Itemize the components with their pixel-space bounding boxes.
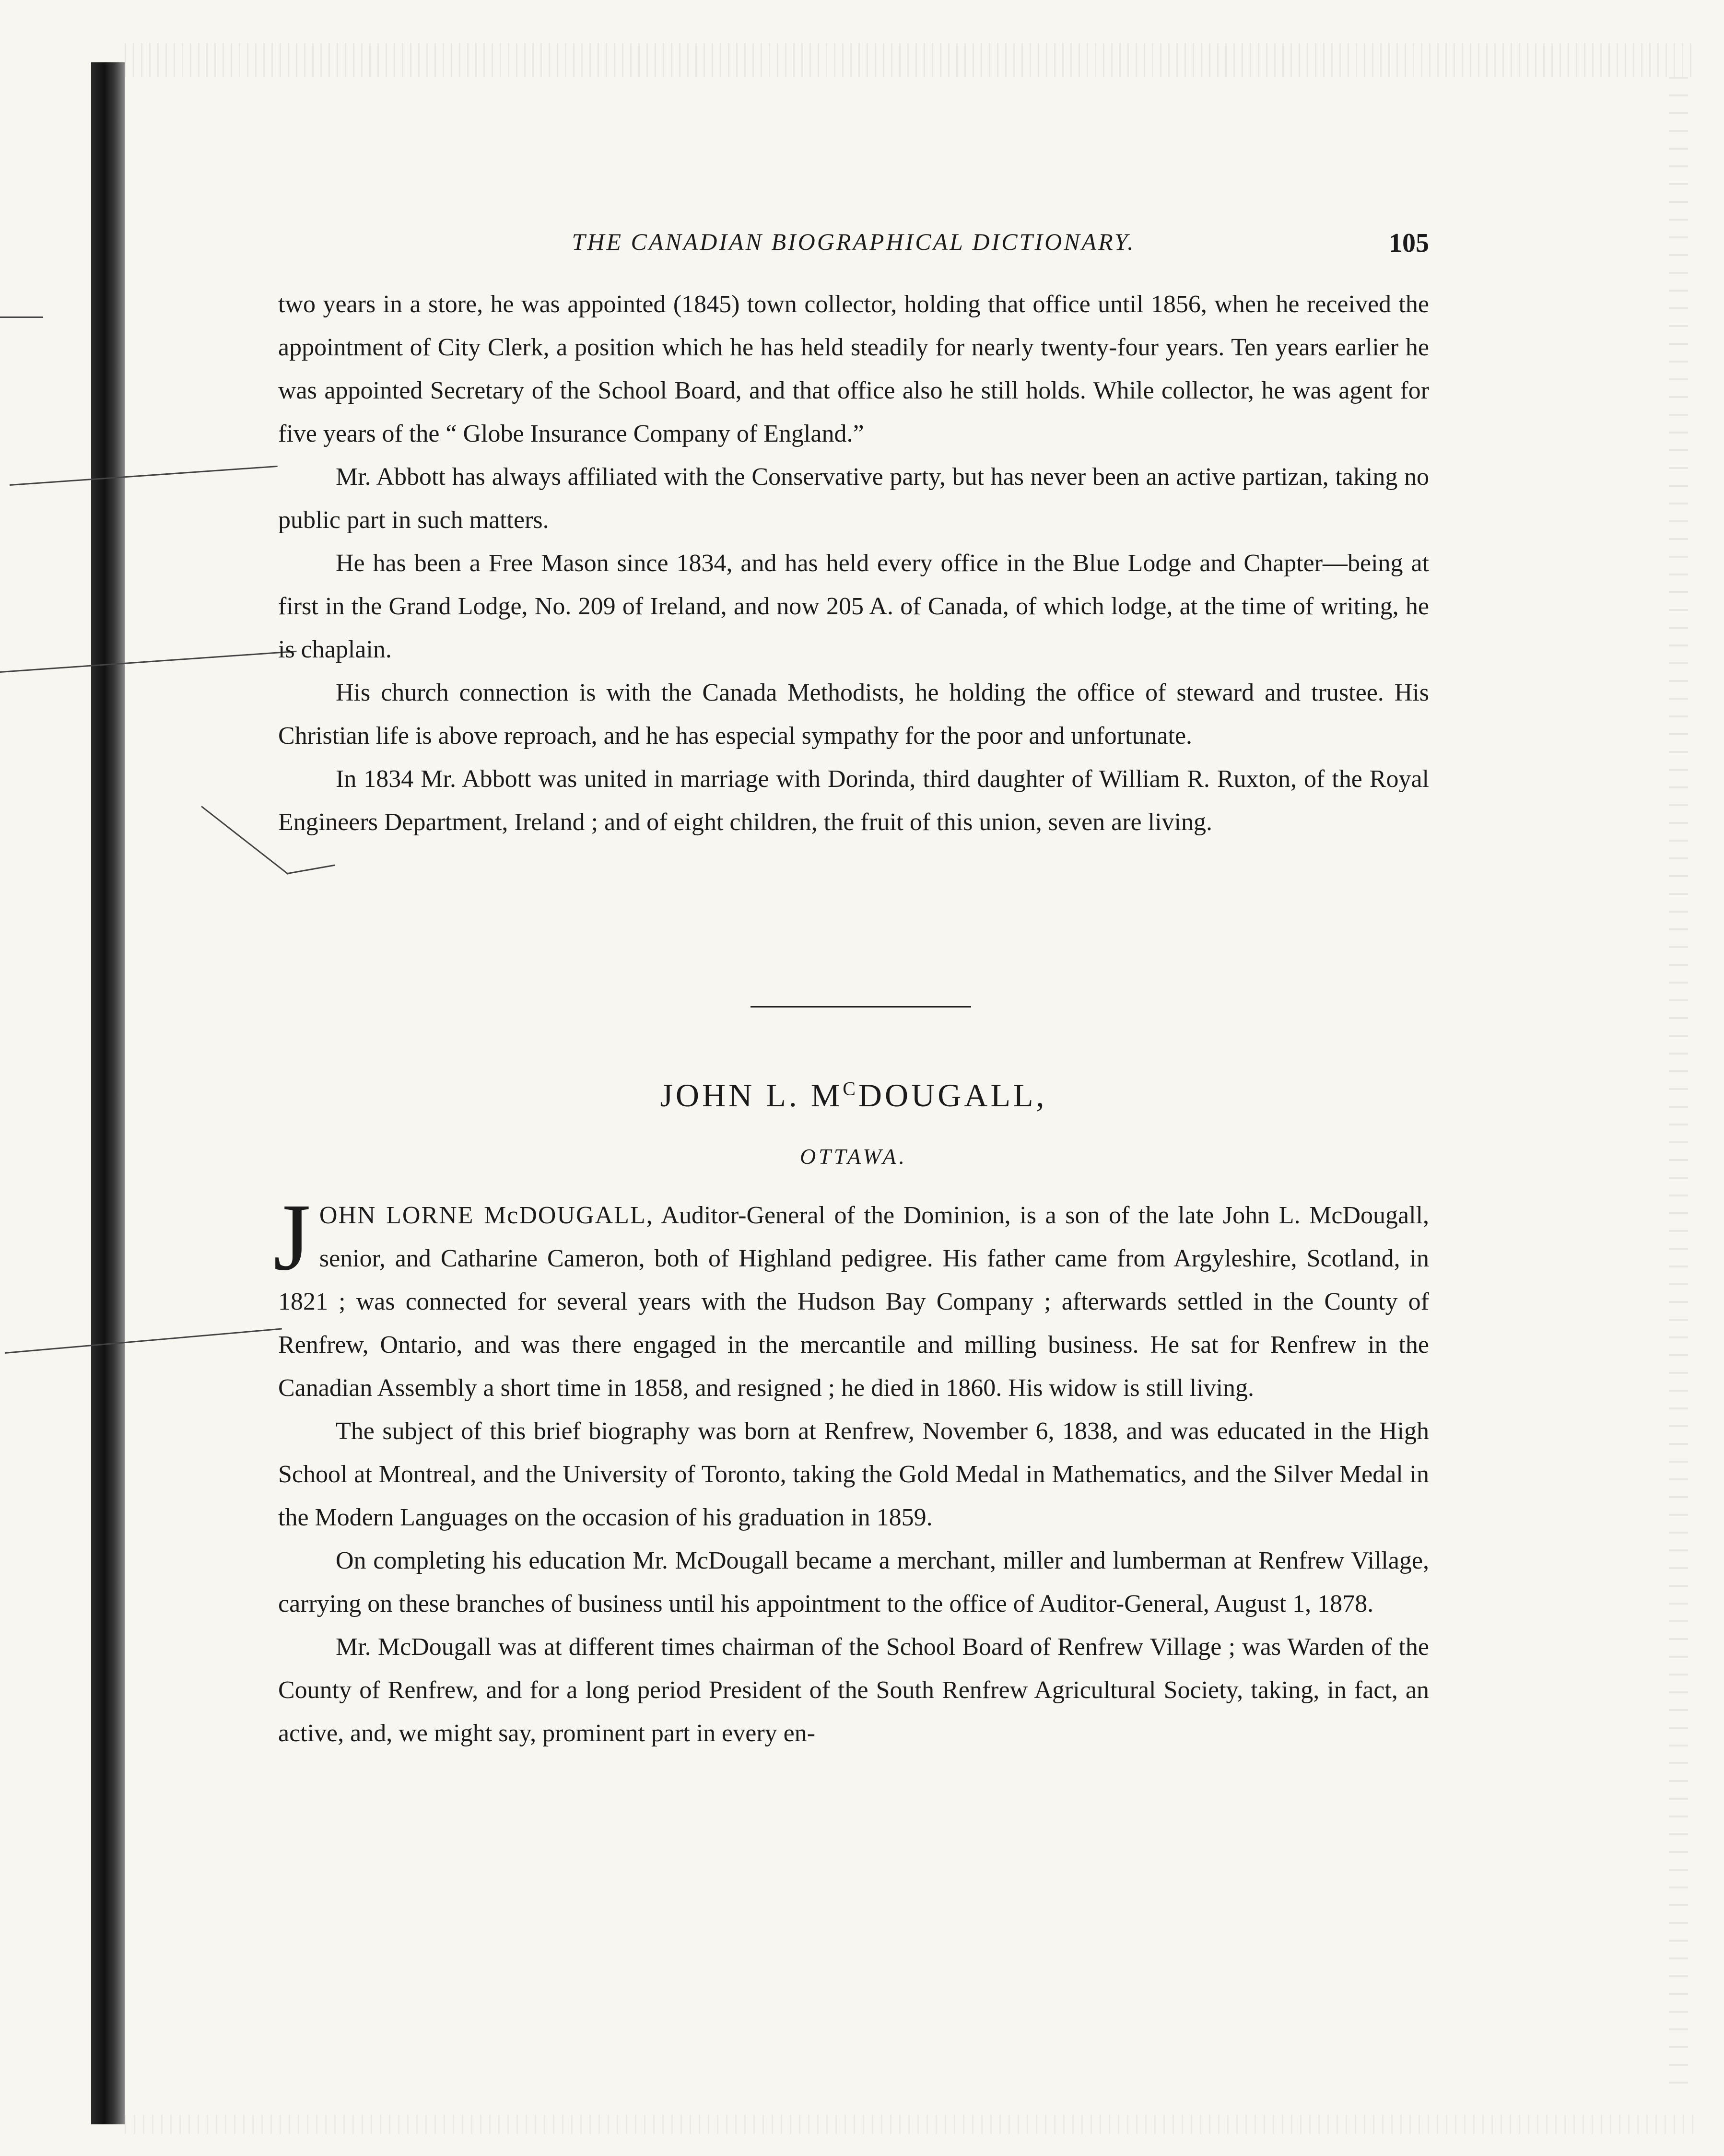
biography-place: OTTAWA. — [799, 1144, 908, 1169]
lead-paragraph — [273, 1184, 1429, 1410]
heading-superscript: C — [843, 1078, 858, 1100]
scan-noise-right — [1669, 77, 1688, 2091]
paragraph: On completing his education Mr. McDougall became a merchant, miller and lumberman at Renfrew Village, carrying on these branches of business until his appointment to the office of Auditor-General, August 1, 1878. — [278, 1547, 1429, 1617]
biography-heading — [278, 1077, 1429, 1114]
paragraph: Mr. McDougall was at different times chairman of the School Board of Renfrew Village ; was Warden of the County of Renfrew, and for a long period President of the South Renfrew Agricultural Society, taking, in fact, an active, and, we might say, prominent part in every en- — [278, 1633, 1429, 1747]
margin-pencil-mark — [10, 466, 278, 486]
scan-noise-bottom — [125, 2115, 1698, 2134]
lead-caps: OHN LORNE McDOUGALL, — [319, 1202, 654, 1229]
heading-name-rest: DOUGALL, — [858, 1077, 1047, 1113]
scan-noise-top — [125, 43, 1698, 77]
paragraph: The subject of this brief biography was born at Renfrew, November 6, 1838, and was educated in the High School at Montreal, and the University of Toronto, taking the Gold Medal in Mathematics, and the Silver Medal in the Modern Languages on the occasion of his graduation in 1859. — [278, 1418, 1429, 1531]
paragraph: two years in a store, he was appointed (1845) town collector, holding that office until 1856, when he received the appointment of City Clerk, a position which he has held steadily for nearly twenty-four years. Ten years earlier he was appointed Secretary of the School Board, and that office also he still holds. While collector, he was agent for five years of the “ Globe Insurance Company of England.” — [278, 291, 1429, 447]
margin-pencil-mark — [201, 806, 289, 875]
heading-name: JOHN L. M — [660, 1077, 843, 1113]
running-title: THE CANADIAN BIOGRAPHICAL DICTIONARY. — [572, 228, 1136, 255]
margin-pencil-mark — [0, 651, 297, 673]
paragraph: In 1834 Mr. Abbott was united in marriage with Dorinda, third daughter of William R. Ruxton, of the Royal Engineers Department, Ireland ; and of eight children, the fruit of this union, seven are living. — [278, 765, 1429, 836]
mcdougall-biography — [273, 1184, 1429, 1755]
abbott-biography-continued — [278, 283, 1429, 844]
paragraph: He has been a Free Mason since 1834, and has held every office in the Blue Lodge and Chapter—being at first in the Grand Lodge, No. 209 of Ireland, and now 205 A. of Canada, of which lodge, at the time of writing, he is chaplain. — [278, 550, 1429, 663]
binding-shadow — [91, 62, 125, 2124]
drop-cap: J — [273, 1184, 311, 1290]
paragraph: Mr. Abbott has always affiliated with the Conservative party, but has never been an active partizan, taking no public part in such matters. — [278, 463, 1429, 534]
margin-pencil-mark — [5, 1328, 282, 1354]
lead-text: Auditor-General of the Dominion, is a son of the late John L. McDougall, senior, and Catharine Cameron, both of Highland pedigree. His father came from Argyleshire, Scotland, in 1821 ; was connected for several years with the Hudson Bay Company ; afterwards settled in the County of Renfrew, Ontario, and was there engaged in the mercantile and milling business. He sat for Renfrew in the Canadian Assembly a short time in 1858, and resigned ; he died in 1860. His widow is still living. — [278, 1202, 1429, 1402]
page-number: 105 — [1389, 228, 1429, 258]
paragraph: His church connection is with the Canada Methodists, he holding the office of steward and trustee. His Christian life is above reproach, and he has especial sympathy for the poor and unfortunate. — [278, 679, 1429, 750]
section-divider — [751, 1006, 971, 1008]
margin-pencil-mark — [288, 865, 335, 874]
margin-pencil-mark — [0, 316, 43, 318]
